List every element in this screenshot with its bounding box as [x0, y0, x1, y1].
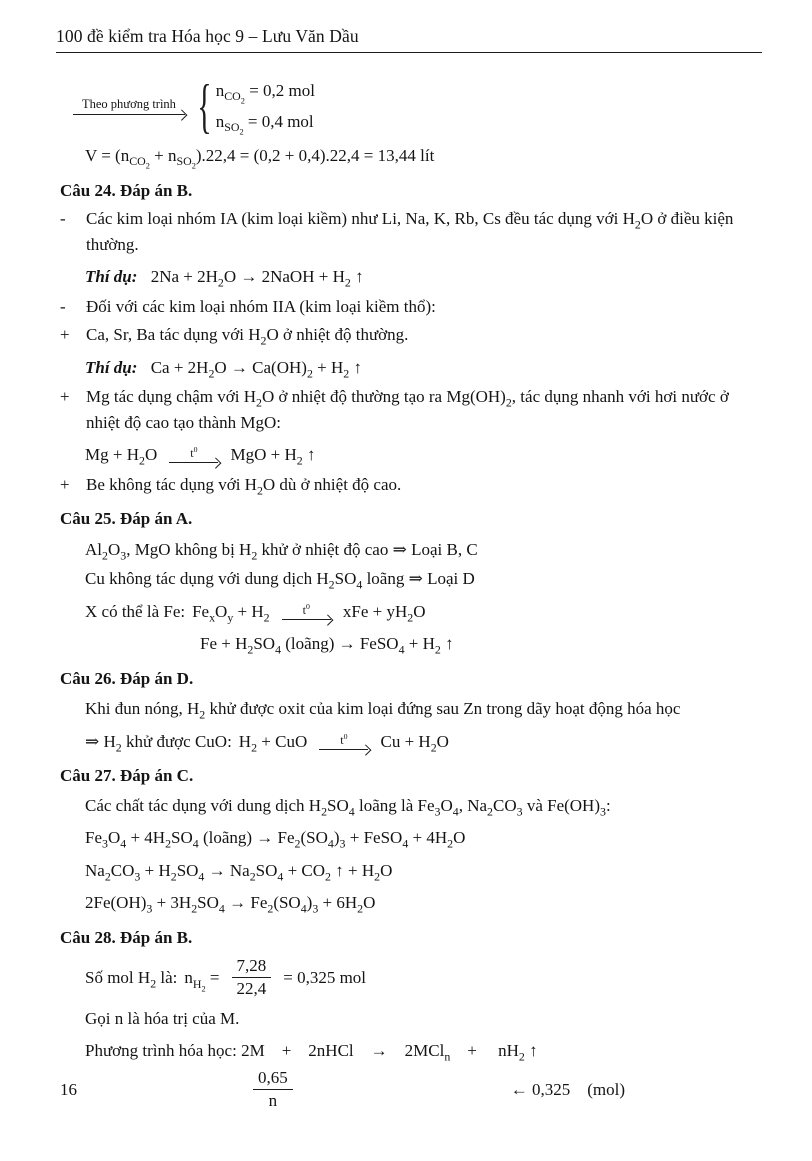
equation-left: $H_2$ + CuO — [238, 731, 308, 754]
equation-right: $Cu + H_2O$ — [380, 731, 449, 754]
arrow-shaft — [319, 749, 368, 750]
example-label: Thí dụ: — [85, 267, 138, 286]
solution-text: $Al_2O_3$, MgO không bị $H_2$ khử ở nhiệt độ cao ⇒ Loại B, C — [85, 539, 478, 562]
equation-right: xFe + $yH_2O$ — [342, 601, 426, 624]
fraction-numerator: 7,28 — [232, 956, 272, 978]
equation-text: $Ca + 2H_2O \to Ca(OH)_2 + H_2$ ↑ — [150, 357, 362, 380]
fraction-denominator: n — [268, 1091, 278, 1111]
left-brace: { — [197, 73, 212, 139]
bullet-marker: - — [60, 296, 66, 316]
iron-oxide-equation — [85, 599, 766, 625]
fraction — [232, 956, 272, 1000]
equation-suffix: = 0,325 mol — [283, 968, 367, 988]
chemical-equation: $Na_2CO_3 + H_2SO_4 \to Na_2SO_4 + CO_2$ ↑ + $H_2O$ — [85, 860, 393, 883]
metal-hcl-equation — [85, 1038, 766, 1064]
list-item — [60, 322, 766, 348]
example-line — [85, 264, 766, 290]
item-text: Be không tác dụng với $H_2O$ dù ở nhiệt độ cao. — [86, 474, 402, 497]
arrow-shaft — [169, 462, 218, 463]
cau26-heading: Câu 26. Đáp án D. — [60, 668, 194, 688]
equation-system — [212, 79, 315, 137]
heat-arrow — [169, 446, 218, 463]
equation-prefix: Phương trình hóa học: — [85, 1041, 237, 1061]
temperature-label: $t^0$ — [190, 445, 198, 461]
list-item — [60, 472, 766, 498]
given-quantities-block — [68, 73, 766, 139]
arrow-shaft — [73, 114, 185, 115]
bullet-marker: - — [60, 209, 66, 228]
mole-symbol: $n_{H_2}$ = — [184, 968, 220, 993]
solution-text: Gọi n là hóa trị của M. — [85, 1008, 240, 1028]
equation-prefix: ⇒ $H_2$ khử được CuO: — [85, 731, 232, 754]
mole-so2-value: $n_{SO_2} = 0,4$ mol — [215, 111, 314, 137]
mole-h2-equation — [85, 956, 766, 1000]
example-label: Thí dụ: — [85, 357, 138, 377]
arrow-label: Theo phương trình — [82, 97, 176, 112]
cau24-heading: Câu 24. Đáp án B. — [60, 180, 193, 200]
equation-prefix: Số mol $H_2$ là: — [85, 968, 178, 991]
temperature-label: $t^0$ — [340, 731, 348, 747]
mole-co2-value: $n_{CO_2} = 0,2$ mol — [215, 80, 315, 106]
equation-left: $Mg + H_2O$ — [85, 445, 158, 468]
bullet-marker: + — [60, 387, 70, 406]
condition-arrow — [73, 97, 185, 115]
iron-acid-equation: $Fe + H_2SO_4$ (loãng) → FeSO$_4$ + $H_2$ ↑ — [200, 634, 454, 657]
temperature-label: $t^0$ — [302, 601, 310, 617]
heat-arrow — [282, 603, 331, 620]
item-text: Các kim loại nhóm IA (kim loại kiềm) như Li, Na, K, Rb, Cs đều tác dụng với $H_2O$ ở điều kiện thường. — [86, 209, 734, 254]
solution-text: Cu không tác dụng với dung dịch $H_2SO_4$ loãng ⇒ Loại D — [85, 569, 475, 592]
heat-arrow — [319, 733, 368, 750]
volume-equation: $V = (n_{CO_2} + n_{SO_2}).22,4 = (0,2 + 0,4).22,4 = 13,44$ lít — [85, 146, 435, 171]
fraction-denominator: 22,4 — [236, 979, 267, 999]
list-item — [60, 384, 766, 435]
item-text: Đối với các kim loại nhóm IIA (kim loại kiềm thổ): — [86, 296, 436, 316]
cau28-heading: Câu 28. Đáp án B. — [60, 927, 193, 947]
chemical-equation: $2Fe(OH)_3 + 3H_2SO_4 \to Fe_2(SO_4)_3 + 6H_2O$ — [85, 893, 376, 916]
item-text: Mg tác dụng chậm với $H_2O$ ở nhiệt độ thường tạo ra $Mg(OH)_2$, tác dụng nhanh với hơi nước ở nhiệt độ cao tạo thành MgO: — [86, 387, 729, 432]
document-content — [60, 66, 766, 1112]
item-text: Ca, Sr, Ba tác dụng với $H_2O$ ở nhiệt độ thường. — [86, 325, 409, 348]
bullet-marker: + — [60, 325, 70, 344]
solution-text: Khi đun nóng, $H_2$ khử được oxit của kim loại đứng sau Zn trong dãy hoạt động hóa học — [85, 699, 681, 722]
list-item — [60, 206, 766, 257]
mg-water-equation — [85, 442, 766, 468]
equation-left: $Fe_xO_y + H_2$ — [192, 601, 270, 624]
equation-text: $2Na + 2H_2O$ → 2NaOH + $H_2$ ↑ — [150, 267, 364, 290]
cau25-heading: Câu 25. Đáp án A. — [60, 509, 193, 528]
equation-prefix: X có thể là Fe: — [85, 601, 186, 621]
bullet-marker: + — [60, 474, 70, 494]
solution-text: Các chất tác dụng với dung dịch $H_2SO_4$ loãng là $Fe_3O_4$, $Na_2CO_3$ và $Fe(OH)_3$: — [85, 795, 611, 818]
arrow-shaft — [282, 619, 331, 620]
page-number: 16 — [60, 1080, 77, 1099]
fraction — [253, 1068, 293, 1112]
fraction-numerator: 0,65 — [253, 1068, 293, 1090]
chemical-equation: $Fe_3O_4 + 4H_2SO_4$ (loãng) → $Fe_2(SO_4)_3$ + FeSO$_4$ + $4H_2O$ — [85, 828, 466, 851]
equation-text: 2M + 2nHCl → 2MCl$_n$ + $nH_2$ ↑ — [241, 1041, 538, 1064]
example-line — [85, 355, 766, 381]
equation-right: MgO + $H_2$ ↑ — [230, 445, 316, 468]
list-item — [60, 294, 766, 320]
mole-annotation: ← 0,325 (mol) — [510, 1079, 626, 1099]
cuo-reduction-equation — [85, 729, 766, 755]
page-header — [56, 26, 762, 53]
cau27-heading: Câu 27. Đáp án C. — [60, 766, 194, 785]
stoichiometry-line — [60, 1068, 766, 1112]
header-title: 100 đề kiểm tra Hóa học 9 – Lưu Văn Dầu — [56, 26, 359, 46]
